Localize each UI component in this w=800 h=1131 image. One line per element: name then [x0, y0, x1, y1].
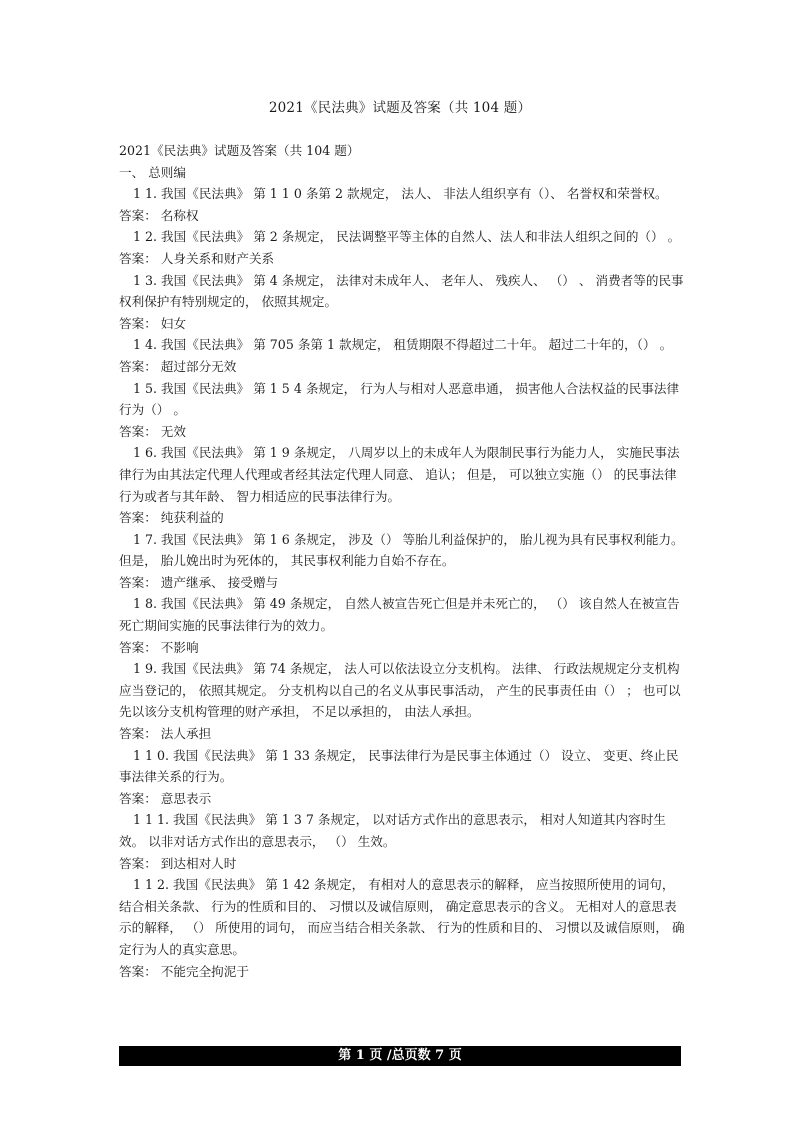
answer-text: 答案： 妇女	[119, 315, 186, 331]
question-text: 1 5. 我国《民法典》 第 1 5 4 条规定， 行为人与相对人恶意串通， 损害他人合法权益的民事法律行为（） 。	[119, 380, 680, 418]
question-text: 1 8. 我国《民法典》 第 49 条规定， 自然人被宣告死亡但是并未死亡的， （） 该自然人在被宣告死亡期间实施的民事法律行为的效力。	[119, 596, 680, 634]
question-text: 1 4. 我国《民法典》 第 705 条第 1 款规定， 租赁期限不得超过二十年。 超过二十年的，（） 。	[133, 337, 673, 353]
page-footer: 第 1 页 /总页数 7 页	[119, 1046, 681, 1066]
answer-text: 答案： 到达相对人时	[119, 855, 237, 871]
answer-text: 答案： 法人承担	[119, 726, 212, 742]
document-body	[119, 140, 687, 982]
answer-text: 答案： 意思表示	[119, 790, 212, 806]
question-text: 1 6. 我国《民法典》 第 1 9 条规定， 八周岁以上的未成年人为限制民事行为能力人， 实施民事法律行为由其法定代理人代理或者经其法定代理人同意、 追认； 但是， 可以独立实施（） 的民事法律行为或者与其年龄、 智力相适应的民事法律行为。	[119, 445, 680, 504]
answer-text: 答案： 无效	[119, 423, 186, 439]
question-text: 1 1. 我国《民法典》 第 1 1 0 条第 2 款规定， 法人、 非法人组织享有（）、 名誉权和荣誉权。	[133, 186, 668, 202]
answer-text: 答案： 名称权	[119, 207, 199, 223]
question-text: 1 1 0. 我国《民法典》 第 1 33 条规定， 民事法律行为是民事主体通过（） 设立、 变更、终止民事法律关系的行为。	[119, 747, 679, 785]
page-title: 2021《民法典》试题及答案（共 104 题）	[268, 100, 532, 116]
answer-text: 答案： 纯获利益的	[119, 510, 224, 526]
answer-text: 答案： 遗产继承、 接受赠与	[119, 574, 279, 590]
answer-text: 答案： 不能完全拘泥于	[119, 963, 249, 979]
question-text: 1 2. 我国《民法典》 第 2 条规定， 民法调整平等主体的自然人、法人和非法人组织之间的（） 。	[133, 229, 681, 245]
answer-text: 答案： 超过部分无效	[119, 358, 237, 374]
section-heading: 一、 总则编	[119, 164, 186, 180]
question-text: 1 3. 我国《民法典》 第 4 条规定， 法律对未成年人、 老年人、 残疾人、 （） 、 消费者等的民事权利保护有特别规定的， 依照其规定。	[119, 272, 684, 310]
question-text: 1 1 2. 我国《民法典》 第 1 42 条规定， 有相对人的意思表示的解释， 应当按照所使用的词句， 结合相关条款、 行为的性质和目的、 习惯以及诚信原则， 确定意思表示的含义。 无相对人的意思表示的解释， （） 所使用的词句， 而应当结合相关条款、 行为的性质和目的、 习惯以及诚信原则， 确定行为人的真实意思。	[119, 877, 685, 957]
question-text: 1 9. 我国《民法典》 第 74 条规定， 法人可以依法设立分支机构。 法律、 行政法规规定分支机构应当登记的， 依照其规定。 分支机构以自己的名义从事民事活动， 产生的民事责任由（） ； 也可以先以该分支机构管理的财产承担， 不足以承担的， 由法人承担。	[119, 661, 681, 720]
answer-text: 答案： 人身关系和财产关系	[119, 250, 275, 266]
document-subtitle: 2021《民法典》试题及答案（共 104 题）	[119, 143, 360, 158]
question-text: 1 7. 我国《民法典》 第 1 6 条规定， 涉及（） 等胎儿利益保护的， 胎儿视为具有民事权利能力。 但是， 胎儿娩出时为死体的， 其民事权利能力自始不存在。	[119, 531, 684, 569]
question-text: 1 1 1. 我国《民法典》 第 1 3 7 条规定， 以对话方式作出的意思表示， 相对人知道其内容时生效。 以非对话方式作出的意思表示， （） 生效。	[119, 812, 666, 849]
answer-text: 答案： 不影响	[119, 639, 199, 655]
